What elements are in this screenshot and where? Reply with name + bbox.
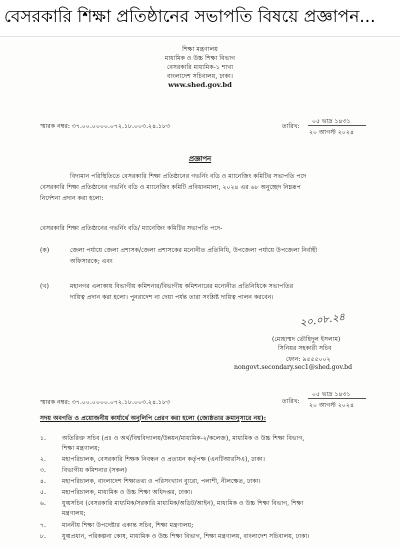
- date-divider: [308, 125, 366, 126]
- list-item: শিক্ষা মন্ত্রণালয়;: [62, 445, 100, 452]
- list-item-number: ১.: [40, 435, 46, 442]
- date-bangla-copy: ০৫ ভাদ্র ১৪৩১: [312, 391, 351, 398]
- list-item-number: ২.: [40, 456, 46, 463]
- distribution-heading: সদয় অবগতি ও প্রয়োজনীয় কার্যার্থে অনুলিপি প্রেরণ করা হলো (জ্যেষ্ঠতার ক্রমানুসারে নয়):: [40, 415, 267, 422]
- list-item: মন্ত্রণালয়;: [62, 510, 86, 517]
- list-item: যুগ্মসচিব (বেসরকারি মাধ্যমিক/সরকারি মাধ্যমিক/অডিট/আইন), মাধ্যমিক ও উচ্চ শিক্ষা বিভাগ, শিক্ষা: [62, 500, 304, 507]
- list-item: যুগ্মপ্রধান, পরিকল্পনা কোষ, মাধ্যমিক ও উচ্চ শিক্ষা বিভাগ, শিক্ষা মন্ত্রণালয়, বাংলাদেশ সচিবালয়, ঢাকা।: [62, 533, 310, 540]
- reference-number: স্মারক নম্বর: ৩৭.০০.০০০০.০৭২.১৮.০০৩.২৪.১৮৩: [40, 123, 171, 130]
- body-paragraph-line: বিদ্যমান পরিস্থিতিতে বেসরকারি শিক্ষা প্রতিষ্ঠানের গভর্নিং বডি ও ম্যানেজিং কমিটির সভাপতি পদে: [70, 173, 307, 180]
- notice-document: [0, 36, 400, 547]
- signatory-phone: ফোন: ৯৫৫৫০০২: [286, 356, 331, 363]
- letterhead-division: মাধ্যমিক ও উচ্চ শিক্ষা বিভাগ: [164, 55, 236, 62]
- list-item: বিভাগীয় কমিশনার (সকল): [62, 467, 127, 474]
- list-item-number: ৫.: [40, 489, 46, 496]
- signatory-email: nongovt.secondary.sec1@shed.gov.bd: [234, 364, 353, 371]
- body-paragraph-line: নির্দেশনা প্রদান করা হলো:: [40, 195, 104, 202]
- list-item-number: ৪.: [40, 478, 46, 485]
- instruction-intro: বেসরকারি শিক্ষা প্রতিষ্ঠানের গভর্নিং বডি/ ম্যানেজিং কমিটির সভাপতি পদে-: [40, 225, 223, 232]
- list-item: মহাপরিচালক, মাধ্যমিক ও উচ্চ শিক্ষা অধিদপ্তর, ঢাকা।: [62, 489, 193, 496]
- list-item: মাননীয় শিক্ষা উপদেষ্টার একান্ত সচিব, শিক্ষা মন্ত্রণালয়;: [62, 522, 194, 529]
- item-ka-label: (ক): [40, 247, 50, 254]
- list-item: মহাপরিচালক, বাংলাদেশ শিক্ষাতথ্য ও পরিসংখ্যান ব্যুরো, পলাশী, নীলক্ষেত, ঢাকা।: [62, 478, 261, 485]
- list-item: মহাপরিচালক, বেসরকারি শিক্ষক নিবন্ধন ও প্রত্যয়ন কর্তৃপক্ষ (এনটিআরসিএ), ঢাকা।: [62, 456, 265, 463]
- item-kha-text: দায়িত্ব প্রদান করা হলো। পুনরাদেশ না দেয়া পর্যন্ত তারা সংশ্লিষ্ট দায়িত্ব পালন করবেন।: [70, 294, 274, 301]
- item-kha-text: মহানগর এলাকায় বিভাগীয় কমিশনার/বিভাগীয় কমিশনারের মনোনীত প্রতিনিধিকে সভাপতির: [70, 283, 294, 290]
- date-english: ২০ আগস্ট ২০২৪: [309, 129, 354, 136]
- body-paragraph-line: বেসরকারি শিক্ষা প্রতিষ্ঠানের গভর্নিং বডি ও ম্যানেজিং কমিটি প্রবিধানমালা, ২০২৪ এর ৬৮ অনুচ্ছেদ নিম্নরূপ: [40, 184, 301, 191]
- date-bangla: ০৫ ভাদ্র ১৪৩১: [312, 118, 351, 125]
- article-headline[interactable]: বেসরকারি শিক্ষা প্রতিষ্ঠানের সভাপতি বিষয়ে প্রজ্ঞাপন...: [4, 7, 376, 27]
- date-label-copy: তারিখ:: [282, 398, 300, 405]
- letterhead-ministry: শিক্ষা মন্ত্রণালয়: [182, 46, 218, 53]
- date-divider-copy: [308, 398, 366, 399]
- signatory-designation: সিনিয়র সহকারী সচিব: [278, 345, 332, 352]
- item-kha-label: (খ): [40, 283, 49, 290]
- item-ka-text: জেলা পর্যায়ে জেলা প্রশাসক/জেলা প্রশাসকের মনোনীত প্রতিনিধি, উপজেলা পর্যায়ে উপজেলা নির্বাহী: [70, 247, 318, 254]
- list-item-number: ৩.: [40, 467, 46, 474]
- item-ka-text: অফিসারকে; এবং: [70, 258, 113, 265]
- handwritten-signature: ২০.০৮.২৪: [299, 311, 346, 330]
- list-item-number: ৭.: [40, 522, 46, 529]
- list-item-number: ৬.: [40, 500, 46, 507]
- letterhead-address: বাংলাদেশ সচিবালয়, ঢাকা।: [167, 73, 233, 80]
- letterhead-website: www.shed.gov.bd: [168, 81, 232, 89]
- list-item-number: ৮.: [40, 533, 46, 540]
- reference-number-copy: স্মারক নম্বর: ৩৭.০০.০০০০.০৭২.১৮.০০৩.২৪.১৮৩: [40, 399, 171, 406]
- list-item: অতিরিক্ত সচিব (প্রঃ ও অর্থ/বিশ্ববিদ্যালয়/উন্নয়ন/মাধ্যমিক-২/কলেজ), মাধ্যমিক ও উচ্চ শিক্ষা বিভাগ,: [62, 435, 305, 442]
- date-label: তারিখ:: [282, 123, 300, 130]
- signatory-name: (মোহাম্মদ তৌহিদুল ইসলাম): [272, 336, 341, 343]
- letterhead-section: বেসরকারি মাধ্যমিক-১ শাখা: [166, 64, 234, 71]
- notice-title: প্রজ্ঞাপন: [188, 155, 212, 163]
- date-english-copy: ২০ আগস্ট ২০২৪: [309, 402, 354, 409]
